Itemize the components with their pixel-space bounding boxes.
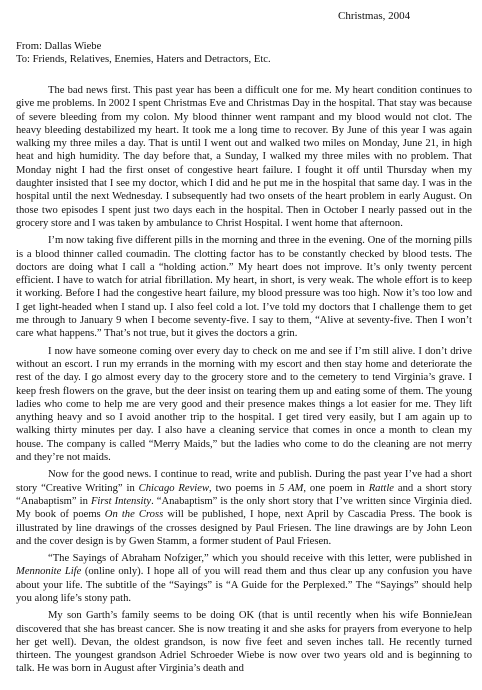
to-line: To: Friends, Relatives, Enemies, Haters and Detractors, Etc. bbox=[16, 54, 271, 66]
paragraph-sayings: “The Sayings of Abraham Nofziger,” which you should receive with this letter, were published in Mennonite Life (online only). I hope all of you will read them and thus clear up any confusion you have about your life. The subtitle of the “Sayings” is “A Guide for the Perplexed.” The “Sayings” should help you along life’s stony path. bbox=[16, 553, 472, 604]
paragraph-bad-news: The bad news first. This past year has been a difficult one for me. My heart condition continues to give me problems. In 2002 I spent Christmas Eve and Christmas Day in the hospital. That stay was because of severe bleeding from my colon. My blood thinner went rampant and my blood would not clot. The heavy bleeding destabilized my heart. It took me a long time to recover. By June of this year I was again walking my three miles a day. That is until I went out and walked two miles on Monday, June 21, in high heat and high humidity. The day before that, a Sunday, I walked my three miles with no problem. That Monday night I had the first onset of congestive heart failure. I fought it off until Thursday when my daughter insisted that I see my doctor, which I did and he put me in the hospital that same day. I was in the hospital until the next Wednesday. I subsequently had two onsets of the heart problem in early August. On those two episodes I spent just two days each in the hospital. Then in October I nearly passed out in the grocery store and I was taken by ambulance to Christ Hospital. I went home that afternoon. bbox=[16, 85, 472, 229]
letter-header bbox=[16, 40, 472, 67]
paragraph-good-news: Now for the good news. I continue to read, write and publish. During the past year I’ve had a short story “Creative Writing” in Chicago Review, two poems in 5 AM, one poem in Rattle and a short story “Anabaptism” in First Intensity. “Anabaptism” is the only short story that I’ve written since Virginia died. My book of poems On the Cross will be published, I hope, next April by Cascadia Press. The book is illustrated by line drawings of the crosses designed by Paul Friesen. The line drawings are by John Leon and the cover design is by Gwen Stamm, a former student of Paul Friesen. bbox=[16, 469, 473, 547]
from-line: From: Dallas Wiebe bbox=[16, 41, 102, 52]
paragraph-medications: I’m now taking five different pills in the morning and three in the evening. One of the morning pills is a blood thinner called coumadin. The clotting factor has to be constantly checked by blood tests. The doctors are doing what I call a “holding action.” My heart does not improve. It’s only twenty percent efficient. I have to watch for atrial fibrillation. My heart, in short, is very weak. The whole effort is to keep it working. Before I had the congestive heart failure, my blood pressure was too high. Now it’s too low and I get light-headed when I stand up. I also feel cold a lot. I’ve told my doctors that I challenge them to get me through to January 9 when I become seventy-five. I say to them, “Alive at seventy-five. Then I won’t care what happens.” That’s not true, but it gives the doctors a grin. bbox=[16, 235, 472, 340]
letter-body bbox=[16, 84, 472, 680]
paragraph-daily-help: I now have someone coming over every day to check on me and see if I’m still alive. I don’t drive without an escort. I run my errands in the morning with my escort and then stay home and deteriorate the rest of the day. I go almost every day to the grocery store and to the cemetery to tend Virginia’s grave. I keep fresh flowers on the grave, but the deer insist on tearing them up and eating some of them. The young ladies who come to help me are very good and their presence makes things a lot easier for me. They lift anything heavy and so I avoid another trip to the hospital. I get tired very easily, but I am again up to walking thirty minutes per day. I also have a cleaning service that comes in once a month to clean my house. The company is called “Merry Maids,” but the ladies who come to do the cleaning are not merry and they’re not maids. bbox=[16, 345, 472, 464]
paragraph-family: My son Garth’s family seems to be doing OK (that is until recently when his wife BonnieJean discovered that she has breast cancer. She is now treating it and she asks for prayers from everyone to help her get well). Devan, the oldest grandson, is now five feet and seven inches tall. He recently turned thirteen. The youngest grandson Adriel Schroeder Wiebe is now over two years old and is beginning to talk. He was born in August after Virginia’s death and bbox=[16, 610, 472, 675]
letter-date: Christmas, 2004 bbox=[338, 10, 411, 22]
